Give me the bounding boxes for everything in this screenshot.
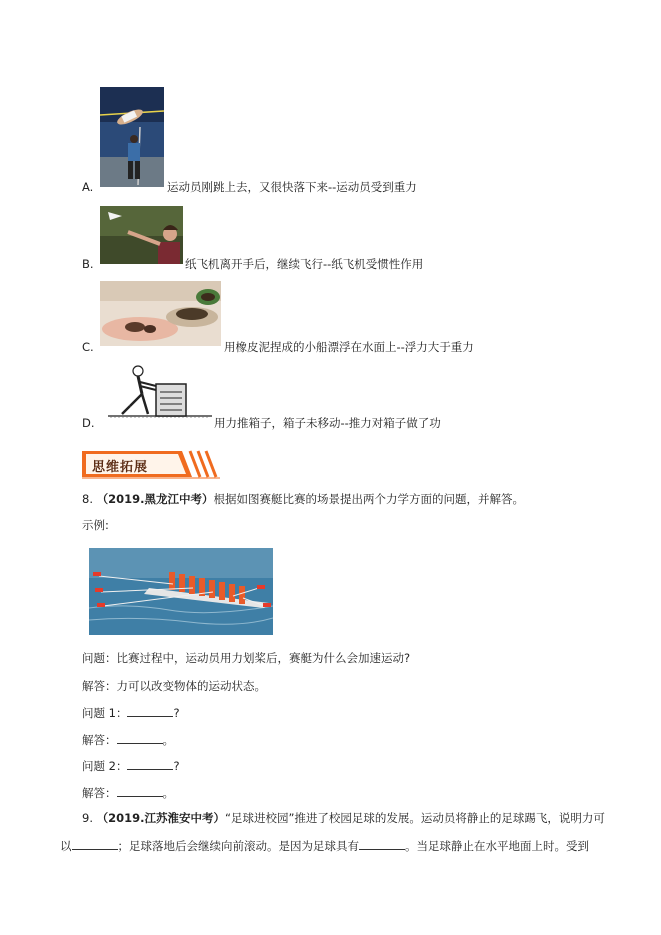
option-a-letter: A. [82,180,94,194]
q9-prompt-line2 [60,838,589,853]
q8-q1-label: 问题 1： [82,706,128,720]
pole-vault-photo [100,87,164,187]
option-b-text: 纸飞机离开手后，继续飞行--纸飞机受惯性作用 [185,257,424,271]
q9-blank-2[interactable] [359,838,405,850]
q8-a1-label: 解答： [82,733,117,747]
rowing-photo [89,548,273,635]
q9-source: （2019.江苏淮安中考） [96,811,226,825]
q9-text2-c: 。当足球静止在水平地面上时。受到 [405,839,589,853]
q8-a2-label: 解答： [82,786,117,800]
q9-blank-1[interactable] [72,838,118,850]
option-c-letter: C. [82,340,94,354]
q8-example-label: 示例: [82,518,109,532]
paper-plane-photo [100,206,183,264]
q9-text1: “足球进校园”推进了校园足球的发展。运动员将静止的足球踢飞，说明力可 [225,811,605,825]
q8-prompt [82,492,524,506]
q8-q2-end: ? [173,759,180,773]
q8-example-question: 问题：比赛过程中，运动员用力划桨后，赛艇为什么会加速运动? [82,651,411,665]
q8-a1-blank[interactable] [117,732,163,744]
q8-a2-blank[interactable] [117,785,163,797]
q9-number: 9. [82,811,93,825]
option-c-text: 用橡皮泥捏成的小船漂浮在水面上--浮力大于重力 [224,340,474,354]
option-d-text: 用力推箱子，箱子未移动--推力对箱子做了功 [214,416,441,430]
q8-q2-blank[interactable] [127,758,173,770]
q8-q1-end: ? [173,706,180,720]
option-b-letter: B. [82,257,94,271]
q8-example-answer: 解答：力可以改变物体的运动状态。 [82,679,266,693]
q8-text: 根据如图赛艇比赛的场景提出两个力学方面的问题，并解答。 [213,492,525,506]
q8-source: （2019.黑龙江中考） [96,492,214,506]
q9-prompt-line1 [82,811,605,825]
q8-number: 8. [82,492,93,506]
q9-text2-b: ；足球落地后会继续向前滚动。是因为足球具有 [117,839,359,853]
push-box-illustration [108,362,212,418]
clay-boat-photo [100,281,221,346]
option-d-letter: D. [82,416,95,430]
q8-a2-end: 。 [162,786,174,800]
section-banner [82,449,220,479]
q8-q1-blank[interactable] [127,705,173,717]
q8-q2-label: 问题 2： [82,759,128,773]
section-banner-title: 思维拓展 [92,460,149,475]
option-a-text: 运动员刚跳上去，又很快落下来--运动员受到重力 [167,180,417,194]
q8-a1-end: 。 [162,733,174,747]
q9-text2-a: 以 [60,839,72,853]
